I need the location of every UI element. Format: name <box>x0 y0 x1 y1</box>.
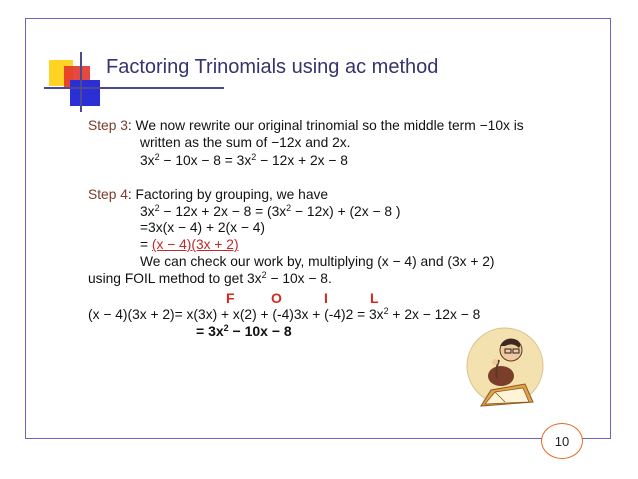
factored-answer: (x − 4)(3x + 2) <box>151 237 239 252</box>
check-line2: using FOIL method to get $3x^2 - 10x - 8$. <box>88 270 332 286</box>
foil-letter-o: O <box>271 290 282 306</box>
decor-blue-square <box>70 80 100 106</box>
professor-reading-clipart <box>455 318 555 418</box>
step4-grouping-3: = (x − 4)(3x + 2) <box>140 237 239 252</box>
step3-equation: $3x^2 - 10x - 8 = 3x^2 - 12x + 2x - 8$ <box>140 152 348 168</box>
foil-letter-l: L <box>370 290 379 306</box>
foil-letter-f: F <box>226 290 235 306</box>
step4-grouping-2: =3x(x − 4) + 2(x − 4) <box>140 220 265 235</box>
step4-intro: : Factoring by grouping, we have <box>127 187 329 202</box>
step4-grouping-1: $3x^2 - 12x + 2x - 8 = (3x^2 - 12x) + (2x - 8$ ) <box>140 203 401 219</box>
final-result: = $3x^2 - 10x - 8$ <box>196 323 292 339</box>
step3-text: : We now rewrite our original trinomial so the middle term −10x is <box>127 118 524 133</box>
step3-line1 <box>88 118 524 133</box>
page-number-badge: 10 <box>541 423 583 459</box>
check-line1: We can check our work by, multiplying (x − 4) and (3x + 2) <box>140 254 495 269</box>
foil-letter-i: I <box>324 290 328 306</box>
step4-line1 <box>88 187 328 202</box>
step3-line2: written as the sum of −12x and 2x. <box>140 135 351 150</box>
foil-expansion: $(x - 4)(3x + 2)= x(3x) + x(2) + (-4)3x + (-4)2 = 3x^2 + 2x - 12x - 8$ <box>88 306 481 322</box>
decor-horizontal-line <box>44 87 224 89</box>
step4-label: Step 4 <box>88 187 128 202</box>
step3-label: Step 3 <box>88 118 128 133</box>
slide-title: Factoring Trinomials using ac method <box>106 56 439 78</box>
decor-vertical-line <box>80 52 82 112</box>
